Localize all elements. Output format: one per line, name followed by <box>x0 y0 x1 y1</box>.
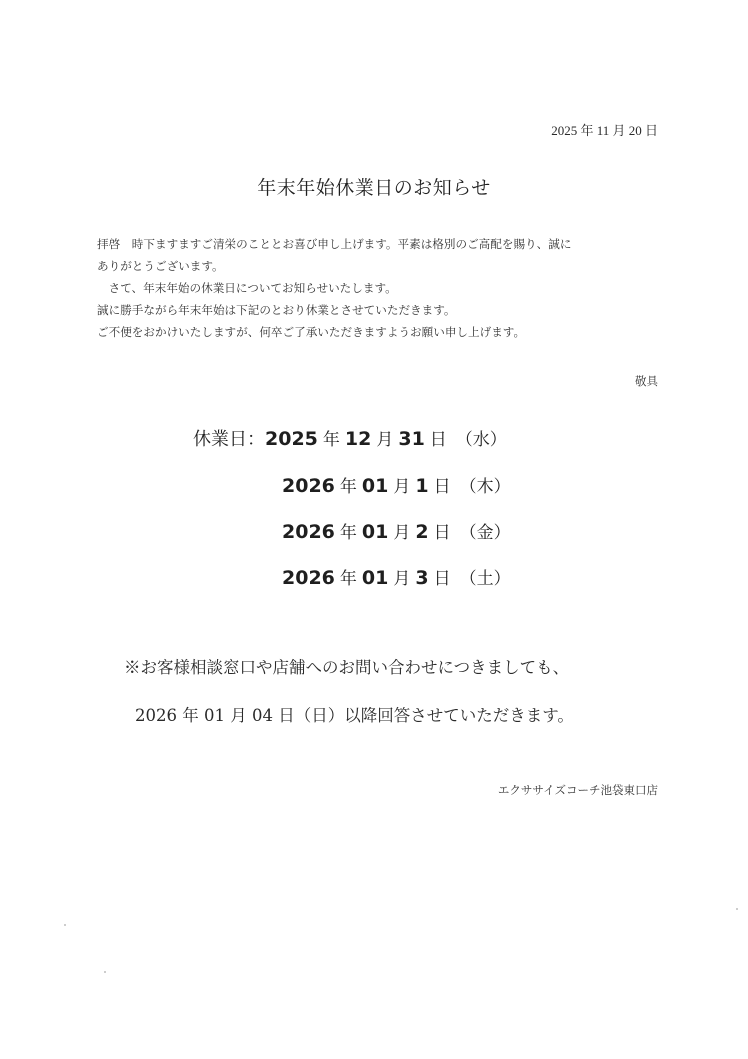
holiday-month: 12 <box>344 428 372 450</box>
holiday-row-4: 2026 年 01 月 3 日 （土） <box>282 567 511 589</box>
holiday-day: 31 <box>398 428 425 450</box>
store-signature: エクササイズコーチ池袋東口店 <box>497 783 658 797</box>
document-title: 年末年始休業日のお知らせ <box>257 177 491 199</box>
greeting-body <box>97 233 571 343</box>
holiday-weekday: （土） <box>459 569 511 589</box>
holiday-month: 01 <box>361 521 389 543</box>
body-line-1: 拝啓 時下ますますご清栄のこととお喜び申し上げます。平素は格別のご高配を賜り、誠に <box>97 237 572 251</box>
holiday-weekday: （水） <box>455 430 507 450</box>
holiday-weekday: （金） <box>459 523 511 543</box>
body-line-4: 誠に勝手ながら年末年始は下記のとおり休業とさせていただきます。 <box>97 303 456 317</box>
scan-speck <box>64 924 66 926</box>
scan-speck <box>104 971 106 973</box>
holiday-row-1: 休業日：2025 年 12 月 31 日 （水） <box>193 428 507 450</box>
holiday-day: 2 <box>415 521 429 543</box>
scan-speck <box>736 908 738 910</box>
issue-date: 2025 年 11 月 20 日 <box>551 123 658 138</box>
holiday-row-2: 2026 年 01 月 1 日 （木） <box>282 475 511 497</box>
holiday-month: 01 <box>361 475 389 497</box>
holiday-month: 01 <box>361 567 389 589</box>
inquiry-notice-line-1: ※お客様相談窓口や店舗へのお問い合わせにつきましても、 <box>124 658 570 677</box>
body-line-2: ありがとうございます。 <box>97 259 224 273</box>
inquiry-notice-line-2: 2026 年 01 月 04 日（日）以降回答させていただきます。 <box>135 706 574 725</box>
holiday-weekday: （木） <box>459 477 511 497</box>
holiday-row-3: 2026 年 01 月 2 日 （金） <box>282 521 511 543</box>
holiday-day: 3 <box>415 567 429 589</box>
holiday-year: 2026 <box>282 567 335 589</box>
holiday-year: 2026 <box>282 475 335 497</box>
closing-keigu: 敬具 <box>635 374 658 388</box>
body-line-5: ご不便をおかけいたしますが、何卒ご了承いただきますようお願い申し上げます。 <box>97 325 526 339</box>
holiday-label: 休業日： <box>193 429 265 450</box>
holiday-year: 2025 <box>265 428 318 450</box>
holiday-day: 1 <box>415 475 429 497</box>
body-line-3: さて、年末年始の休業日についてお知らせいたします。 <box>97 281 397 295</box>
holiday-year: 2026 <box>282 521 335 543</box>
